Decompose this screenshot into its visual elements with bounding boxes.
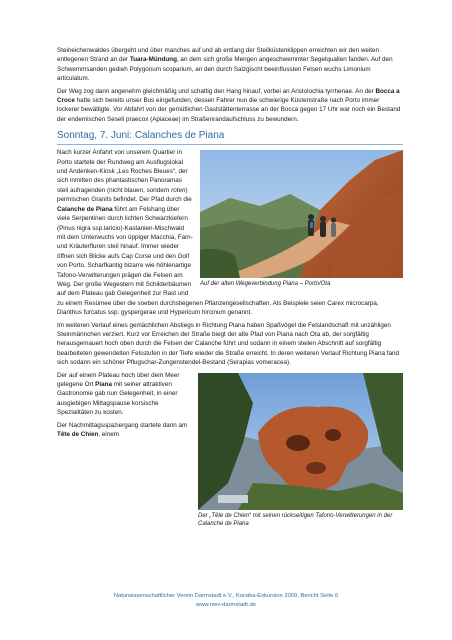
paragraph-1-text-c: , an dem sich große Mengen angeschwemmter Segelquallen fanden. Auf den Schwemmsanden gedieh Polygonum scoparium, an den durch Salzgischt beeinflussten Felsen wuchs Limonium articulatum. — [57, 56, 393, 83]
document-page — [57, 46, 403, 530]
photo-hikers-on-trail — [200, 150, 403, 278]
footer-link[interactable]: www.nwv-darmstadt.de — [196, 601, 256, 608]
figure-2-caption: Der „Tête de Chien“ mit seinen rückseitigen Tafono-Verwitterungen in der Calanche de Piana — [198, 512, 393, 527]
paragraph-6-text-c: , einem — [98, 431, 119, 439]
paragraph-1 — [57, 46, 403, 84]
paragraph-2-text-c: hatte sich bereits unser Bus eingefunden, dessen Fahrer nun die schwierige Küstenstraße nach Porto immer lockerer bewältigte. Vor Abfahrt von der gemütlichen Gaststättenterrasse an der Bocca gegen 17 Uhr war noch ein Bestand der endemischen Seseli praecox (Apiaceae) im Straßenrandaufschluss zu bewundern. — [57, 97, 401, 123]
paragraph-6-text-a: Der Nachmittagsspaziergang startete dann am — [57, 421, 188, 429]
figure-1 — [200, 150, 403, 288]
place-tuara: Tuara-Mündung — [129, 56, 177, 64]
paragraph-2-text-a: Der Weg zog dann angenehm gleichmäßig und schattig den Hang hinauf, vorbei an Aristolochia tyrrhenae. An der — [57, 87, 376, 95]
paragraph-4 — [57, 321, 403, 368]
paragraph-5-text-c: mit seiner attraktiven Gastronomie gab nun Gelegenheit, in einer ausgiebigen Mittagspause korsische Spezialitäten zu kosten. — [57, 381, 178, 417]
word-roten: roten — [171, 186, 186, 194]
page-footer — [0, 592, 452, 609]
photo-tete-de-chien-rock — [198, 373, 403, 510]
place-bocca-a-croce: Bocca a Croce — [57, 87, 400, 105]
section-heading: Sonntag, 7. Juni: Calanches de Piana — [57, 130, 403, 145]
paragraph-1-text-a: Steineichenwaldes übergeht und über manches auf und ab entlang der Steilküstenklippen erreichten wir den weiten entlegenen Strand an der — [57, 47, 380, 64]
place-calanche-de-piana: Calanche de Piana — [57, 205, 113, 213]
figure-1-caption: Auf der alten Wegeverbindung Piana – Porto/Ota — [200, 281, 331, 288]
paragraph-5-text-a: Der auf einem Plateau hoch über dem Meer gelegene Ort — [57, 371, 180, 388]
place-piana: Piana — [95, 381, 112, 388]
section-body — [57, 148, 403, 527]
paragraph-2 — [57, 87, 403, 125]
footer-line-1: Naturwissenschaftlicher Verein Darmstadt e.V., Korsika-Exkursion 2009, Bericht Seite 6 — [113, 593, 339, 599]
place-tete-de-chien: Tête de Chien — [57, 431, 99, 439]
figure-2 — [198, 373, 403, 528]
paragraph-3-text-a: Nach kurzer Anfahrt von unserem Quartier in Porto startete der Rundweg am Ausflugslokal und Andenken-Kiosk „Les Roches Bleues“, der sich inmitten des phantastischen Panoramas steil aufragenden (nicht blauen, sondern — [57, 149, 188, 194]
paragraph-4-text: Im weiteren Verlauf eines gemächlichen Abstiegs in Richtung Piana haben Spaßvögel die Felslandschaft mit unzähligen Steinmännchen verziert. Kurz vor Erreichen der Straße biegt der alte Pfad von Piana nach Ota ab, der sorgfältig herausgemauert hoch oben durch die Felsen der Calanche führt und sodann in einem steilen Abschnitt auf sorgfältig bearbeiteten gewendelten Felsstufen in der Tiefe wieder die Straße erreicht. In deren weiteren Verlauf Richtung Piana fand sich sodann ein schöner Pflugschar-Zungenstendel-Bestand (Serapias vomeracea). — [57, 321, 399, 367]
paragraph-3-text-b: ) permischen Granits befindet. Der Pfad durch die — [57, 186, 192, 204]
paragraph-3-text-c: führt am Felshang über viele Serpentinen durch lichten Schwarzkiefern (Pinus nigra ssp.laricio)-Kastanien-Mischwald mit dem Unterwuchs von üppiger Macchia, Farn- und Kräuterfluren steil hinauf. Immer wieder öffnen sich Blicke aufs Cap Corse und den Golf von Porto. Scharfkantig bizarre wie höhlenartige Tafono-Verwitterungen prägen die Felsen am Weg. Der große Wegestern mit Schilderbäumen auf dem Plateau gab Gelegenheit zur Rast und zu einem Resümee über die soeben durchstiegenen Pflanzengesellschaften. Als Beispiele seien Carex microcarpa, Dianthus furcatus ssp. gyspergerae und Hypericum hircinum genannt. — [57, 205, 379, 317]
